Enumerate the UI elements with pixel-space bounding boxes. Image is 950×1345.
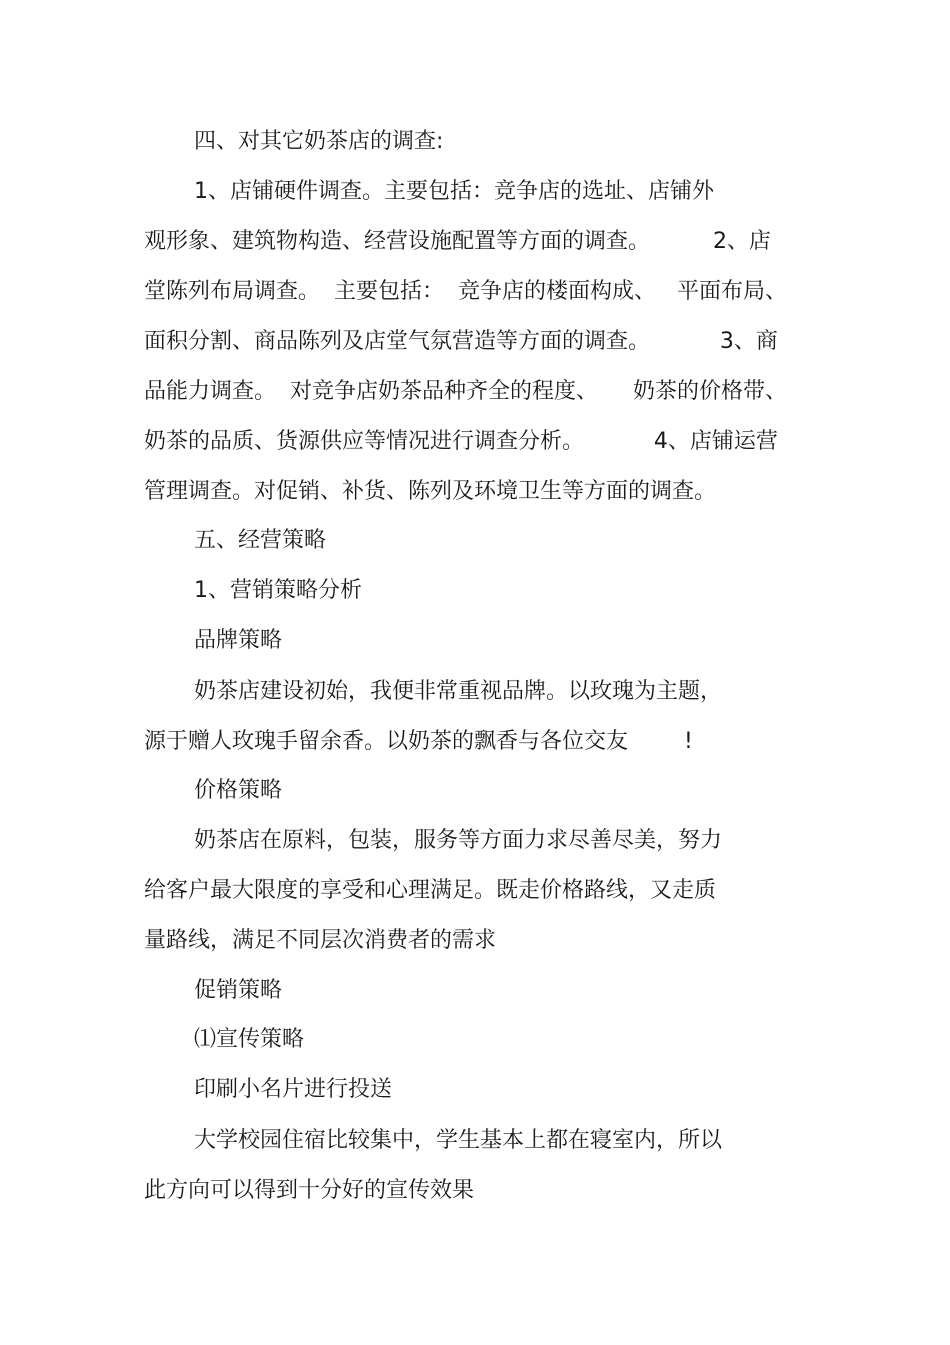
paragraph-line: 品能力调查。 对竞争店奶茶品种齐全的程度、 奶茶的价格带、 [144,379,787,404]
paragraph-line: 此方向可以得到十分好的宣传效果 [144,1178,475,1203]
paragraph-line: 1、店铺硬件调查。主要包括：竞争店的选址、店铺外 [194,179,714,204]
paragraph-line: 奶茶的品质、货源供应等情况进行调查分析。 4、店铺运营 [144,429,778,454]
paragraph-line: 大学校园住宿比较集中，学生基本上都在寝室内，所以 [194,1128,723,1153]
paragraph-line: 堂陈列布局调查。 主要包括： 竞争店的楼面构成、 平面布局、 [144,279,787,304]
paragraph-line: 给客户最大限度的享受和心理满足。既走价格路线，又走质 [144,878,717,903]
heading-marketing-analysis: 1、营销策略分析 [194,578,362,603]
heading-business-strategy: 五、经营策略 [194,528,327,553]
heading-publicity-strategy: ⑴宣传策略 [194,1027,305,1052]
paragraph-line: 源于赠人玫瑰手留余香。以奶茶的飘香与各位交友 ! [144,729,693,754]
paragraph-line: 面积分割、商品陈列及店堂气氛营造等方面的调查。 3、商 [144,329,778,354]
paragraph-line: 观形象、建筑物构造、经营设施配置等方面的调查。 2、店 [144,229,771,254]
heading-competitor-survey: 四、对其它奶茶店的调查: [194,129,444,154]
heading-promotion-strategy: 促销策略 [194,978,283,1003]
paragraph-line: 量路线，满足不同层次消费者的需求 [144,928,497,953]
paragraph-line: 印刷小名片进行投送 [194,1077,393,1102]
paragraph-line: 奶茶店建设初始，我便非常重视品牌。以玫瑰为主题， [194,679,723,704]
heading-brand-strategy: 品牌策略 [194,628,283,653]
heading-price-strategy: 价格策略 [194,778,283,803]
paragraph-line: 奶茶店在原料，包装，服务等方面力求尽善尽美，努力 [194,828,723,853]
paragraph-line: 管理调查。对促销、补货、陈列及环境卫生等方面的调查。 [144,479,717,504]
